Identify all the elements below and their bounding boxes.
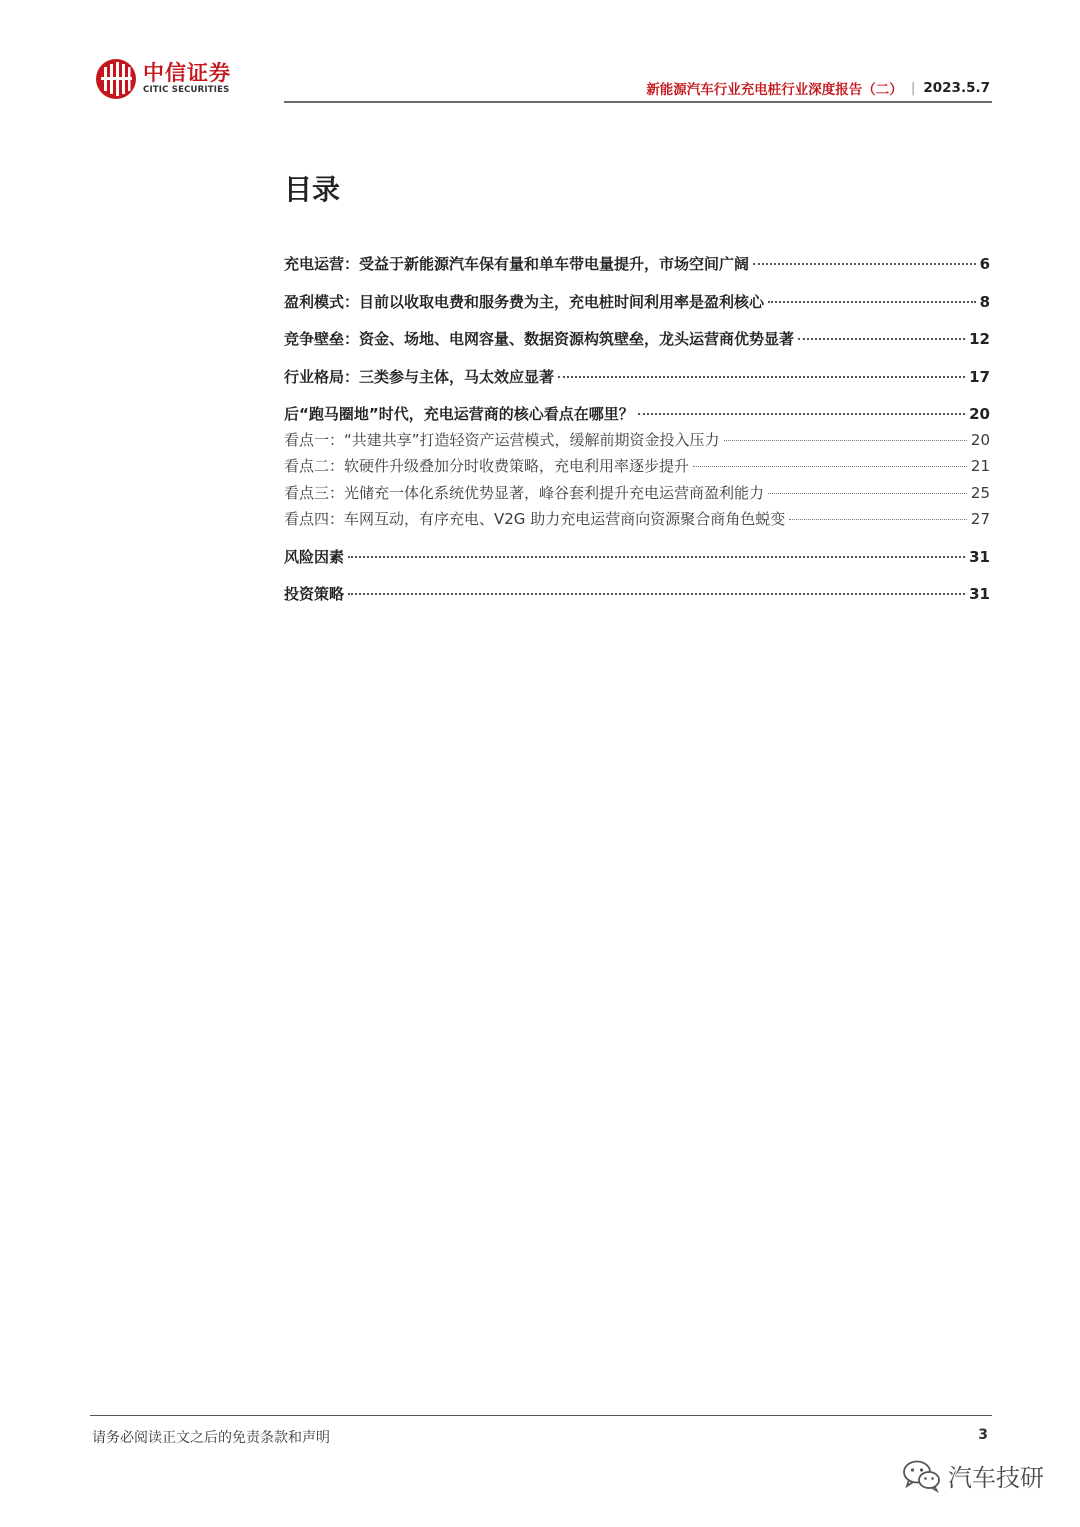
report-title: 新能源汽车行业充电桩行业深度报告（二） <box>646 82 903 98</box>
toc-entry-label: 看点三：光储充一体化系统优势显著，峰谷套利提升充电运营商盈利能力 <box>284 483 765 502</box>
toc-entry[interactable] <box>284 363 990 401</box>
toc-entry[interactable] <box>284 543 990 581</box>
company-logo <box>95 58 231 100</box>
toc-entry-page: 27 <box>970 510 990 528</box>
toc-leader-dots <box>798 338 965 340</box>
toc-entry-label: 投资策略 <box>284 585 345 603</box>
toc-entry-page: 21 <box>970 457 990 475</box>
header-divider <box>284 101 992 103</box>
toc-entry-label: 看点二：软硬件升级叠加分时收费策略，充电利用率逐步提升 <box>284 457 690 475</box>
logo-english-name: CITIC SECURITIES <box>143 85 230 95</box>
report-header <box>646 78 990 98</box>
citic-logo-icon <box>95 58 137 100</box>
logo-chinese-name: 中信证券 <box>143 61 231 85</box>
toc-subentry[interactable] <box>284 480 990 507</box>
toc-entry-label: 看点四：车网互动，有序充电、V2G 助力充电运营商向资源聚合商角色蜕变 <box>284 510 786 528</box>
toc-leader-dots <box>768 301 976 303</box>
toc-leader-dots <box>693 466 967 467</box>
toc-entry-page: 31 <box>969 585 990 603</box>
footer-disclaimer: 请务必阅读正文之后的免责条款和声明 <box>92 1430 330 1446</box>
toc-entry-page: 20 <box>970 430 990 449</box>
toc-subentry[interactable] <box>284 453 990 480</box>
toc-leader-dots <box>348 593 965 595</box>
toc-entry-label: 充电运营：受益于新能源汽车保有量和单车带电量提升，市场空间广阔 <box>284 255 750 273</box>
toc-entry[interactable] <box>284 400 990 427</box>
toc-leader-dots <box>638 413 965 415</box>
toc-entry-page: 8 <box>979 292 990 311</box>
wechat-icon <box>902 1459 942 1493</box>
watermark <box>902 1458 1044 1493</box>
toc-entry-page: 17 <box>969 367 990 386</box>
watermark-text: 汽车技研 <box>948 1464 1044 1492</box>
toc-leader-dots <box>348 556 965 558</box>
toc-entry[interactable] <box>284 288 990 326</box>
toc-leader-dots <box>768 493 967 494</box>
toc-entry-page: 6 <box>979 255 990 273</box>
toc-leader-dots <box>789 519 967 520</box>
toc-heading: 目录 <box>284 173 341 206</box>
table-of-contents <box>284 250 990 618</box>
toc-entry[interactable] <box>284 325 990 363</box>
report-date: 2023.5.7 <box>923 80 990 96</box>
toc-entry-label: 行业格局：三类参与主体，马太效应显著 <box>284 367 555 386</box>
header-separator: | <box>910 80 916 96</box>
toc-leader-dots <box>724 440 967 441</box>
toc-subentry[interactable] <box>284 506 990 533</box>
toc-entry-page: 25 <box>970 483 990 502</box>
toc-entry-page: 12 <box>969 330 990 348</box>
toc-entry-label: 后“跑马圈地”时代，充电运营商的核心看点在哪里？ <box>284 405 634 423</box>
toc-entry-page: 31 <box>969 547 990 566</box>
toc-entry-label: 竞争壁垒：资金、场地、电网容量、数据资源构筑壁垒，龙头运营商优势显著 <box>284 330 795 348</box>
toc-entry-label: 盈利模式：目前以收取电费和服务费为主，充电桩时间利用率是盈利核心 <box>284 292 765 311</box>
toc-entry-label: 看点一：“共建共享”打造轻资产运营模式，缓解前期资金投入压力 <box>284 430 720 449</box>
page-number: 3 <box>978 1427 988 1443</box>
toc-entry[interactable] <box>284 580 990 618</box>
toc-entry-label: 风险因素 <box>284 547 345 566</box>
toc-leader-dots <box>558 376 965 378</box>
toc-subentry[interactable] <box>284 427 990 454</box>
toc-leader-dots <box>753 263 976 265</box>
toc-entry-page: 20 <box>969 405 990 423</box>
footer-divider <box>90 1415 992 1416</box>
toc-entry[interactable] <box>284 250 990 288</box>
